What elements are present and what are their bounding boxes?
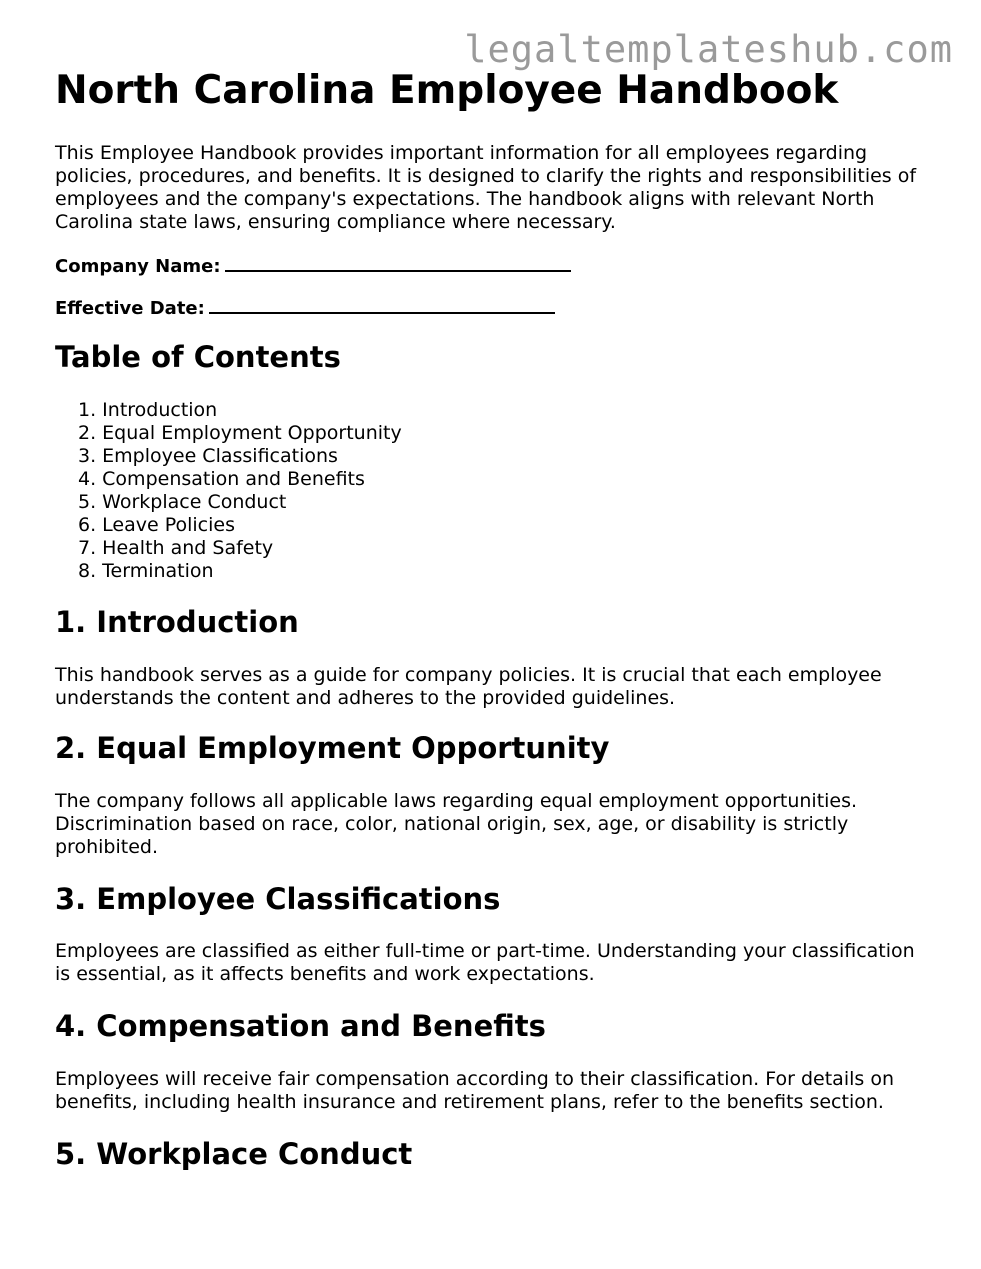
toc-item: 7. Health and Safety [78,537,274,559]
section-body-equal-employment: The company follows all applicable laws regarding equal employment opportunities. Discrimination based on race, color, national origin, sex, age, or disability is strictly prohibited. [55,790,858,858]
intro-paragraph: This Employee Handbook provides important information for all employees regarding policies, procedures, and benefits. It is designed to clarify the rights and responsibilities of employees and the company's expectations. The handbook aligns with relevant North Carolina state laws, ensuring compliance where necessary. [55,142,917,233]
toc-item: 8. Termination [78,560,214,582]
toc-item: 4. Compensation and Benefits [78,468,365,490]
company-name-blank[interactable] [225,252,571,272]
section-heading-classifications: 3. Employee Classifications [55,882,501,916]
toc-item: 2. Equal Employment Opportunity [78,422,402,444]
effective-date-label: Effective Date: [55,298,205,319]
toc-item: 5. Workplace Conduct [78,491,287,513]
section-heading-workplace-conduct: 5. Workplace Conduct [55,1137,413,1171]
company-name-field[interactable] [55,252,571,277]
watermark: legaltemplateshub.com [464,28,953,71]
section-body-compensation: Employees will receive fair compensation according to their classification. For details on benefits, including health insurance and retirement plans, refer to the benefits section. [55,1068,894,1113]
document-title: North Carolina Employee Handbook [55,68,839,113]
toc-item: 1. Introduction [78,399,218,421]
section-heading-compensation: 4. Compensation and Benefits [55,1009,546,1043]
effective-date-field[interactable] [55,294,555,319]
toc-item: 6. Leave Policies [78,514,236,536]
effective-date-blank[interactable] [209,294,555,314]
toc-heading: Table of Contents [55,340,341,374]
table-of-contents [55,399,402,583]
section-body-introduction: This handbook serves as a guide for company policies. It is crucial that each employee understands the content and adheres to the provided guidelines. [55,664,882,709]
section-heading-equal-employment: 2. Equal Employment Opportunity [55,731,610,765]
section-heading-introduction: 1. Introduction [55,605,299,639]
toc-item: 3. Employee Classifications [78,445,338,467]
section-body-classifications: Employees are classified as either full-time or part-time. Understanding your classification is essential, as it affects benefits and work expectations. [55,940,915,985]
company-name-label: Company Name: [55,256,221,277]
